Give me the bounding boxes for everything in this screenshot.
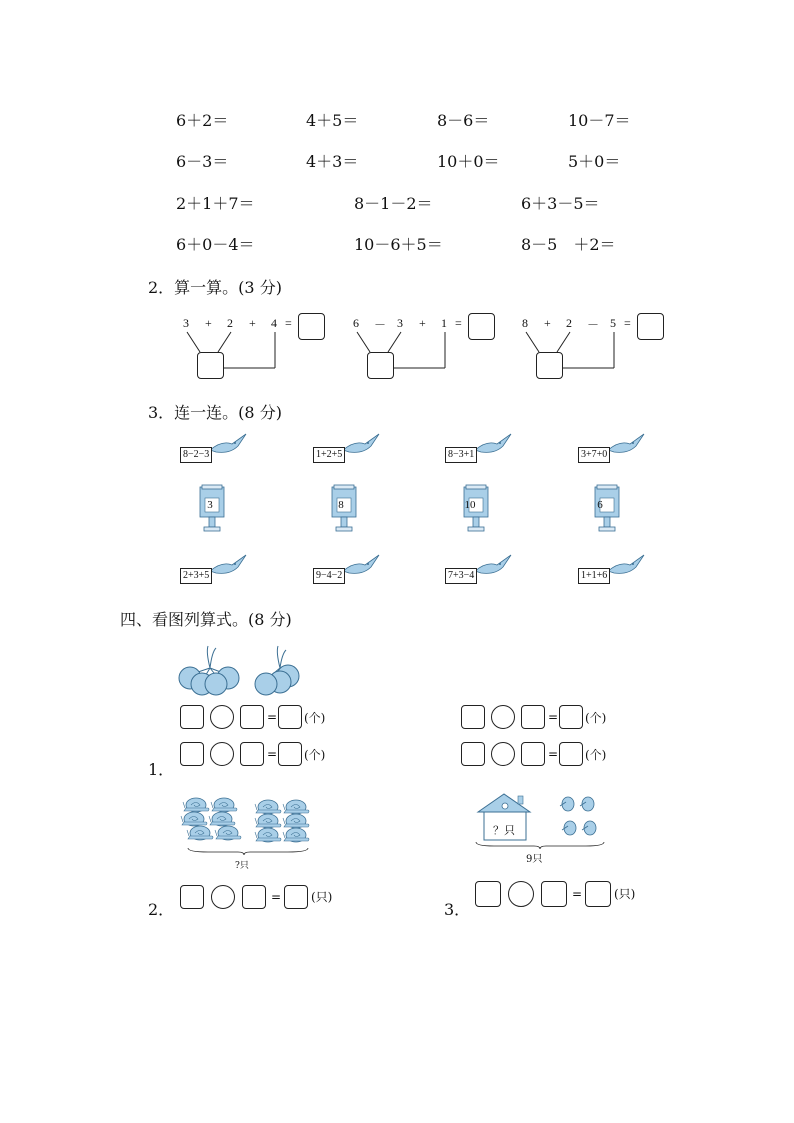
operand: 3 <box>183 316 189 330</box>
bird-icon <box>473 553 513 577</box>
intermediate-box[interactable] <box>536 352 563 379</box>
operator-circle[interactable] <box>210 742 234 766</box>
oral-problem: 10－6＋5＝ <box>354 235 443 254</box>
equals-sign: = <box>267 747 278 761</box>
expression-card-top[interactable] <box>445 432 515 468</box>
compute-problem <box>519 316 669 382</box>
card-label: 7+3−4 <box>445 568 477 584</box>
unit-label: (只) <box>311 890 333 904</box>
equals-sign: = <box>548 747 559 761</box>
oral-problem: 8－1－2＝ <box>354 194 433 213</box>
operand: 2 <box>566 316 572 330</box>
operator: － <box>374 318 387 332</box>
mailbox-number: 8 <box>338 499 344 511</box>
answer-box[interactable] <box>521 742 545 766</box>
answer-box[interactable] <box>461 705 485 729</box>
equals-sign: = <box>455 316 462 330</box>
operator: + <box>205 316 212 330</box>
operator-circle[interactable] <box>491 705 515 729</box>
oral-problem: 6＋2＝ <box>176 111 229 130</box>
operand: 4 <box>271 316 277 330</box>
answer-box[interactable] <box>541 881 567 907</box>
card-label: 3+7+0 <box>578 447 610 463</box>
answer-box[interactable] <box>278 705 302 729</box>
oral-problem: 10－7＝ <box>568 111 631 130</box>
oral-problem: 10＋0＝ <box>437 152 500 171</box>
answer-box[interactable] <box>242 885 266 909</box>
cherries-illustration <box>176 644 306 696</box>
answer-box[interactable] <box>180 705 204 729</box>
oral-problem: 5＋0＝ <box>568 152 621 171</box>
section-3-title: 3．连一连。(8 分) <box>148 403 282 422</box>
intermediate-box[interactable] <box>197 352 224 379</box>
house-birds-illustration <box>474 792 608 850</box>
answer-box[interactable] <box>284 885 308 909</box>
answer-box[interactable] <box>475 881 501 907</box>
card-label: 2+3+5 <box>180 568 212 584</box>
oral-problem: 6－3＝ <box>176 152 229 171</box>
mailbox[interactable] <box>196 484 228 534</box>
operator: + <box>544 316 551 330</box>
question-number: 3． <box>444 900 471 919</box>
operand: 1 <box>441 316 447 330</box>
answer-box[interactable] <box>637 313 664 340</box>
snails-illustration <box>178 796 312 856</box>
answer-box[interactable] <box>559 705 583 729</box>
unit-label: (个) <box>585 748 607 762</box>
mailbox[interactable] <box>460 484 492 534</box>
unit-label: (只) <box>614 887 636 901</box>
expression-card-top[interactable] <box>313 432 383 468</box>
answer-box[interactable] <box>559 742 583 766</box>
expression-card-top[interactable] <box>180 432 250 468</box>
equals-sign: = <box>267 710 278 724</box>
operator-circle[interactable] <box>491 742 515 766</box>
operator-circle[interactable] <box>210 705 234 729</box>
operator-circle[interactable] <box>508 881 534 907</box>
mailbox-number: 6 <box>597 499 603 511</box>
mailbox[interactable] <box>591 484 623 534</box>
equals-sign: = <box>572 887 583 901</box>
bird-icon <box>606 432 646 456</box>
answer-box[interactable] <box>180 885 204 909</box>
equals-sign: = <box>624 316 631 330</box>
unit-label: (个) <box>585 711 607 725</box>
expression-card-bottom[interactable] <box>313 553 383 589</box>
operator-circle[interactable] <box>211 885 235 909</box>
total-label: 9只 <box>526 854 543 865</box>
card-label: 8−2−3 <box>180 447 212 463</box>
card-label: 8−3+1 <box>445 447 477 463</box>
question-number: 1． <box>148 760 175 779</box>
oral-problem: 8－6＝ <box>437 111 490 130</box>
oral-problem: 6＋3－5＝ <box>521 194 600 213</box>
bird-icon <box>208 432 248 456</box>
birds-group <box>560 797 596 835</box>
compute-problem <box>180 316 330 382</box>
card-label: 1+2+5 <box>313 447 345 463</box>
equals-sign: = <box>548 710 559 724</box>
intermediate-box[interactable] <box>367 352 394 379</box>
expression-card-bottom[interactable] <box>180 553 250 589</box>
expression-card-bottom[interactable] <box>578 553 648 589</box>
compute-problem <box>350 316 500 382</box>
answer-box[interactable] <box>585 881 611 907</box>
oral-problem: 6＋0－4＝ <box>176 235 255 254</box>
bird-icon <box>341 432 381 456</box>
bird-icon <box>606 553 646 577</box>
answer-box[interactable] <box>461 742 485 766</box>
mailbox[interactable] <box>328 484 360 534</box>
answer-box[interactable] <box>521 705 545 729</box>
card-label: 1+1+6 <box>578 568 610 584</box>
answer-box[interactable] <box>278 742 302 766</box>
operand: 3 <box>397 316 403 330</box>
operand: 6 <box>353 316 359 330</box>
house-question-label: ？只 <box>493 824 515 837</box>
answer-box[interactable] <box>240 742 264 766</box>
expression-card-top[interactable] <box>578 432 648 468</box>
bird-icon <box>341 553 381 577</box>
section-2-title: 2．算一算。(3 分) <box>148 278 282 297</box>
question-number: 2． <box>148 900 175 919</box>
oral-problem: 8－5 ＋2＝ <box>521 235 616 254</box>
section-4-title: 四、看图列算式。(8 分) <box>120 610 292 629</box>
cherry-bunch-right <box>255 646 299 695</box>
unit-label: (个) <box>304 711 326 725</box>
operator: + <box>419 316 426 330</box>
unit-label: (个) <box>304 748 326 762</box>
answer-box[interactable] <box>180 742 204 766</box>
card-label: 9−4−2 <box>313 568 345 584</box>
mailbox-number: 10 <box>464 499 476 511</box>
equals-sign: = <box>285 316 292 330</box>
operator: － <box>587 318 600 332</box>
oral-problem: 4＋5＝ <box>306 111 359 130</box>
bird-icon <box>208 553 248 577</box>
answer-box[interactable] <box>240 705 264 729</box>
oral-problem: 4＋3＝ <box>306 152 359 171</box>
snail-question-label: ?只 <box>235 861 249 871</box>
bird-icon <box>473 432 513 456</box>
answer-box[interactable] <box>298 313 325 340</box>
operator: + <box>249 316 256 330</box>
operand: 8 <box>522 316 528 330</box>
operand: 5 <box>610 316 616 330</box>
answer-box[interactable] <box>468 313 495 340</box>
expression-card-bottom[interactable] <box>445 553 515 589</box>
operand: 2 <box>227 316 233 330</box>
oral-problem: 2＋1＋7＝ <box>176 194 255 213</box>
mailbox-number: 3 <box>207 499 213 511</box>
equals-sign: = <box>271 890 282 904</box>
cherry-bunch-left <box>179 646 239 695</box>
